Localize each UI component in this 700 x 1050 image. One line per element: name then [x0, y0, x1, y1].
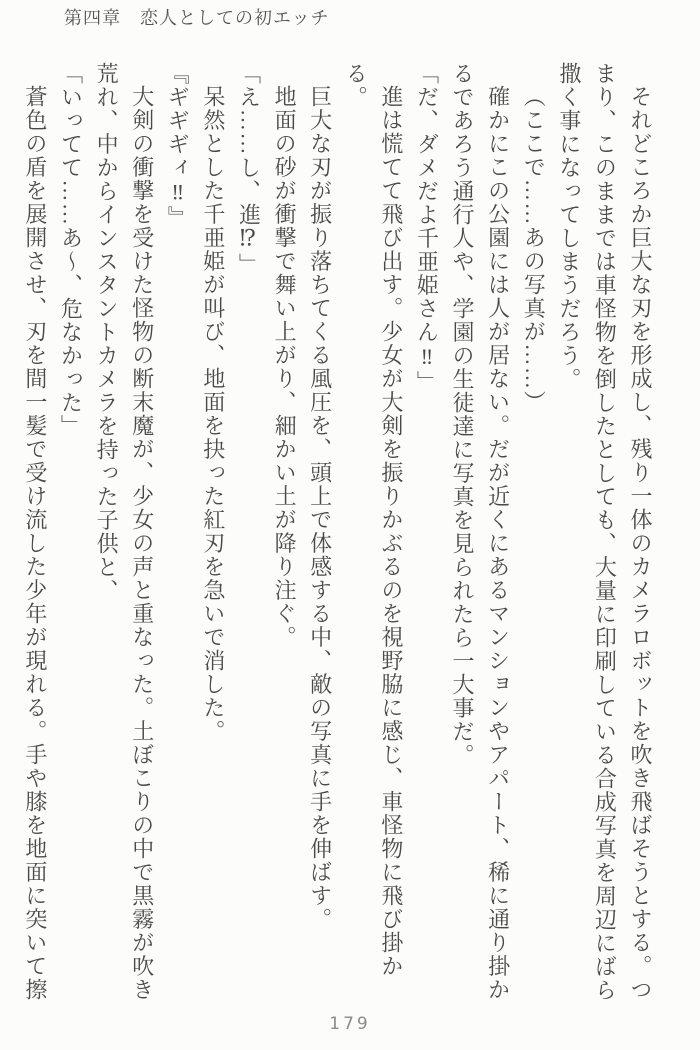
body-text [17, 62, 658, 1012]
text-line: 『ギギギィ‼』 [165, 62, 191, 230]
text-line: 進は慌てて飛び出す。少女が大剣を振りかぶるのを視野脇に感じ、車怪物に飛び掛かる。 [343, 62, 404, 978]
text-line: 撒く事になってしまうだろう。 [556, 62, 582, 391]
text-line: まり、このままでは車怪物を倒したとしても、大量に印刷している合成写真を周辺にばら [592, 62, 618, 1002]
text-line: 「いってて……あ～、危なかった」 [58, 62, 84, 438]
text-line: 地面の砂が衝撃で舞い上がり、細かい土が降り注ぐ。 [272, 85, 298, 649]
text-line: 巨大な刃が振り落ちてくる風圧を、頭上で体感する中、敵の写真に手を伸ばす。 [307, 85, 333, 931]
text-line: それどころか巨大な刃を形成し、残り一体のカメラロボットを吹き飛ばそうとする。つ [628, 85, 653, 1002]
text-line: （ここで……あの写真が……） [521, 85, 547, 414]
text-line: 荒れ、中からインスタントカメラを持った子供と、 [94, 62, 120, 603]
page-number: 179 [329, 1014, 371, 1034]
chapter-header: 第四章 恋人としての初エッチ [64, 8, 330, 28]
text-line: 呆然とした千亜姫が叫び、地面を抉った紅刃を急いで消した。 [200, 85, 226, 743]
text-line: 「え……し、進⁉」 [236, 62, 262, 277]
text-line: 蒼色の盾を展開させ、刃を間一髪で受け流した少年が現れる。手や膝を地面に突いて擦 [22, 85, 48, 1002]
text-line: るであろう通行人や、学園の生徒達に写真を見られたら一大事だ。 [450, 62, 476, 767]
text-line: 大剣の衝撃を受けた怪物の断末魔が、少女の声と重なった。土ぼこりの中で黒霧が吹き [129, 85, 155, 1002]
text-line: 確かにこの公園には人が居ない。だが近くにあるマンションやアパート、稀に通り掛か [485, 85, 511, 1002]
text-line: 「だ、ダメだよ千亜姫さん‼」 [414, 62, 440, 394]
